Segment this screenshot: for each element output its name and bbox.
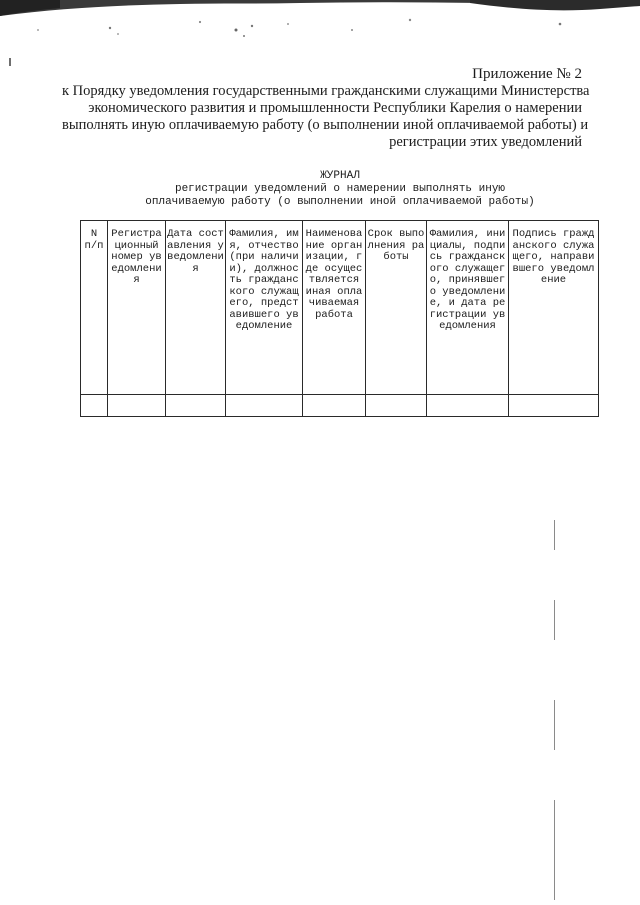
table-cell [509, 395, 599, 417]
column-header-date: Дата составления уведомления [166, 221, 226, 395]
journal-subtitle-line: регистрации уведомлений о намерении выполнять иную [174, 183, 506, 195]
table-cell [427, 395, 509, 417]
column-header-receiver: Фамилия, инициалы, подпись гражданского служащего, принявшего уведомление, и дата регистрации уведомления [427, 221, 509, 395]
table-cell [226, 395, 303, 417]
table-header-row [81, 221, 599, 395]
column-header-organization: Наименование организации, где осуществляется иная оплачиваемая работа [303, 221, 366, 395]
scan-artifact-line [554, 700, 555, 750]
table-cell [303, 395, 366, 417]
journal-subtitle-line: оплачиваемую работу (о выполнении иной оплачиваемой работы) [145, 196, 535, 208]
appendix-number: Приложение № 2 [472, 66, 582, 82]
column-header-signature: Подпись гражданского служащего, направившего уведомление [509, 221, 599, 395]
journal-table [80, 220, 599, 417]
table-cell [366, 395, 427, 417]
column-header-registration-number: Регистрационный номер уведомления [108, 221, 166, 395]
scan-artifact-line [554, 520, 555, 550]
column-header-term: Срок выполнения работы [366, 221, 427, 395]
journal-title: ЖУРНАЛ [320, 170, 360, 182]
appendix-line: регистрации этих уведомлений [389, 134, 582, 150]
scan-artifact-line [554, 800, 555, 900]
table-cell [108, 395, 166, 417]
scan-artifact-line [554, 600, 555, 640]
appendix-line: к Порядку уведомления государственными гражданскими служащими Министерства [62, 83, 590, 99]
column-header-number: N п/п [81, 221, 108, 395]
appendix-line: выполнять иную оплачиваемую работу (о выполнении иной оплачиваемой работы) и [62, 117, 589, 133]
table-cell [166, 395, 226, 417]
table-cell [81, 395, 108, 417]
journal-heading [80, 170, 600, 209]
appendix-line: экономического развития и промышленности Республики Карелия о намерении [88, 100, 582, 116]
appendix-header [62, 66, 590, 151]
scan-artifact-mark [9, 58, 11, 66]
table-row [81, 395, 599, 417]
scan-edge-noise [0, 0, 640, 46]
column-header-employee-name: Фамилия, имя, отчество (при наличии), должность гражданского служащего, представившего уведомление [226, 221, 303, 395]
